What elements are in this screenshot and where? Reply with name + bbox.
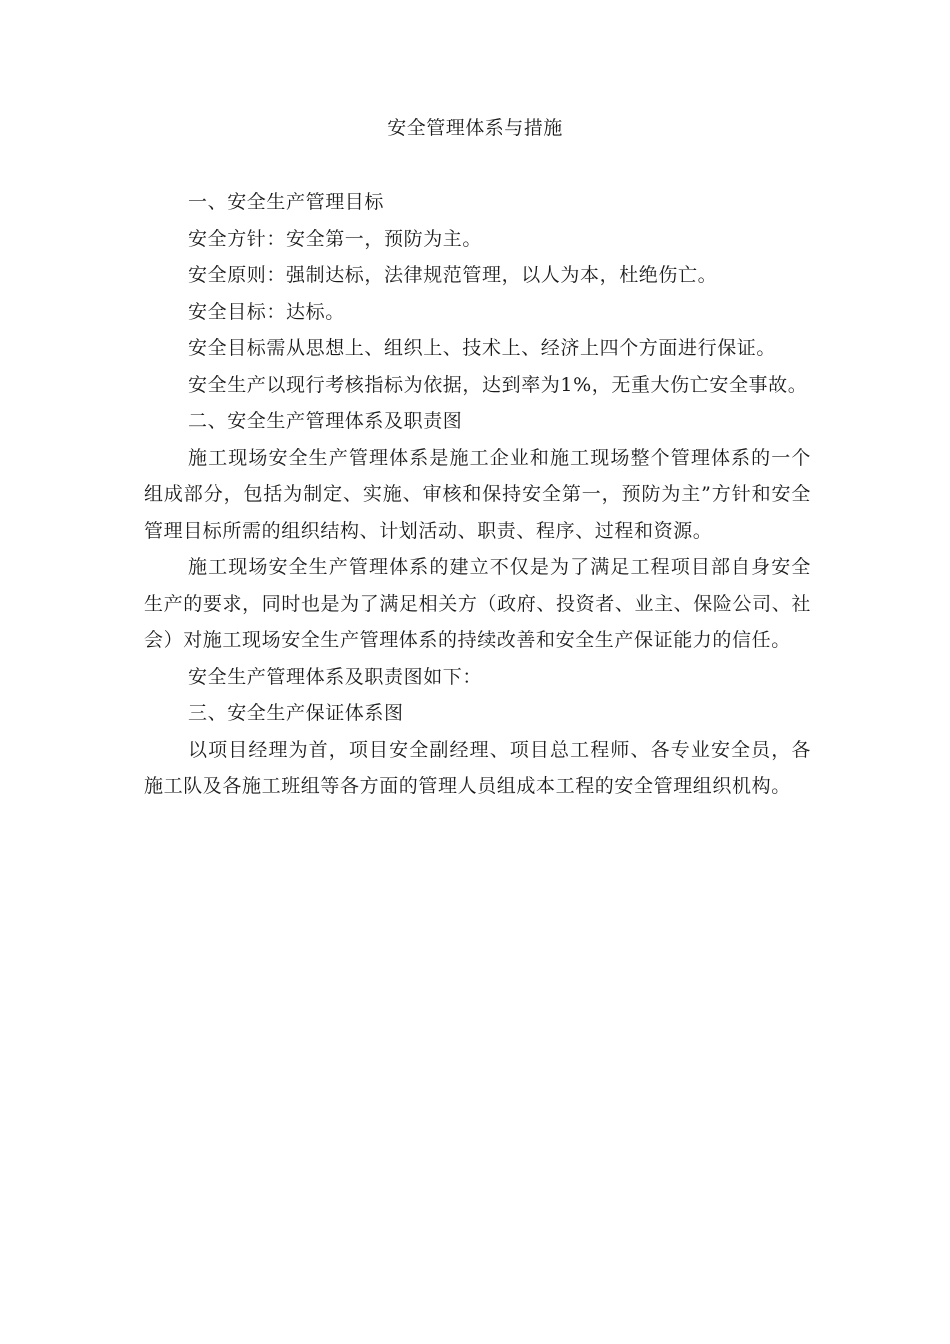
safety-guarantee-paragraph: 安全目标需从思想上、组织上、技术上、经济上四个方面进行保证。	[188, 337, 777, 359]
organization-structure-paragraph: 以项目经理为首，项目安全副经理、项目总工程师、各专业安全员，各施工队及各施工班组等各方面的管理人员组成本工程的安全管理组织机构。	[144, 738, 811, 797]
section-heading-guarantee-system: 三、安全生产保证体系图	[188, 702, 404, 724]
management-system-definition-paragraph: 施工现场安全生产管理体系是施工企业和施工现场整个管理体系的一个组成部分，包括为制定、实施、审核和保持安全第一，预防为主”方针和安全管理目标所需的组织结构、计划活动、职责、程序、过程和资源。	[144, 446, 811, 542]
section-heading-safety-goals: 一、安全生产管理目标	[188, 191, 385, 213]
responsibility-chart-intro-paragraph: 安全生产管理体系及职责图如下：	[188, 665, 483, 688]
safety-target-paragraph: 安全目标：达标。	[188, 300, 345, 323]
section-heading-management-system: 二、安全生产管理体系及职责图	[188, 410, 463, 432]
safety-principle-paragraph: 安全原则：强制达标，法律规范管理，以人为本，杜绝伤亡。	[188, 264, 718, 286]
safety-policy-paragraph: 安全方针：安全第一，预防为主。	[188, 227, 483, 250]
management-system-purpose-paragraph: 施工现场安全生产管理体系的建立不仅是为了满足工程项目部自身安全生产的要求，同时也是为了满足相关方（政府、投资者、业主、保险公司、社会）对施工现场安全生产管理体系的持续改善和安全生产保证能力的信任。	[144, 556, 811, 651]
document-title: 安全管理体系与措施	[387, 117, 563, 139]
document-body	[144, 184, 811, 805]
safety-indicator-paragraph: 安全生产以现行考核指标为依据，达到率为1%，无重大伤亡安全事故。	[188, 373, 808, 396]
